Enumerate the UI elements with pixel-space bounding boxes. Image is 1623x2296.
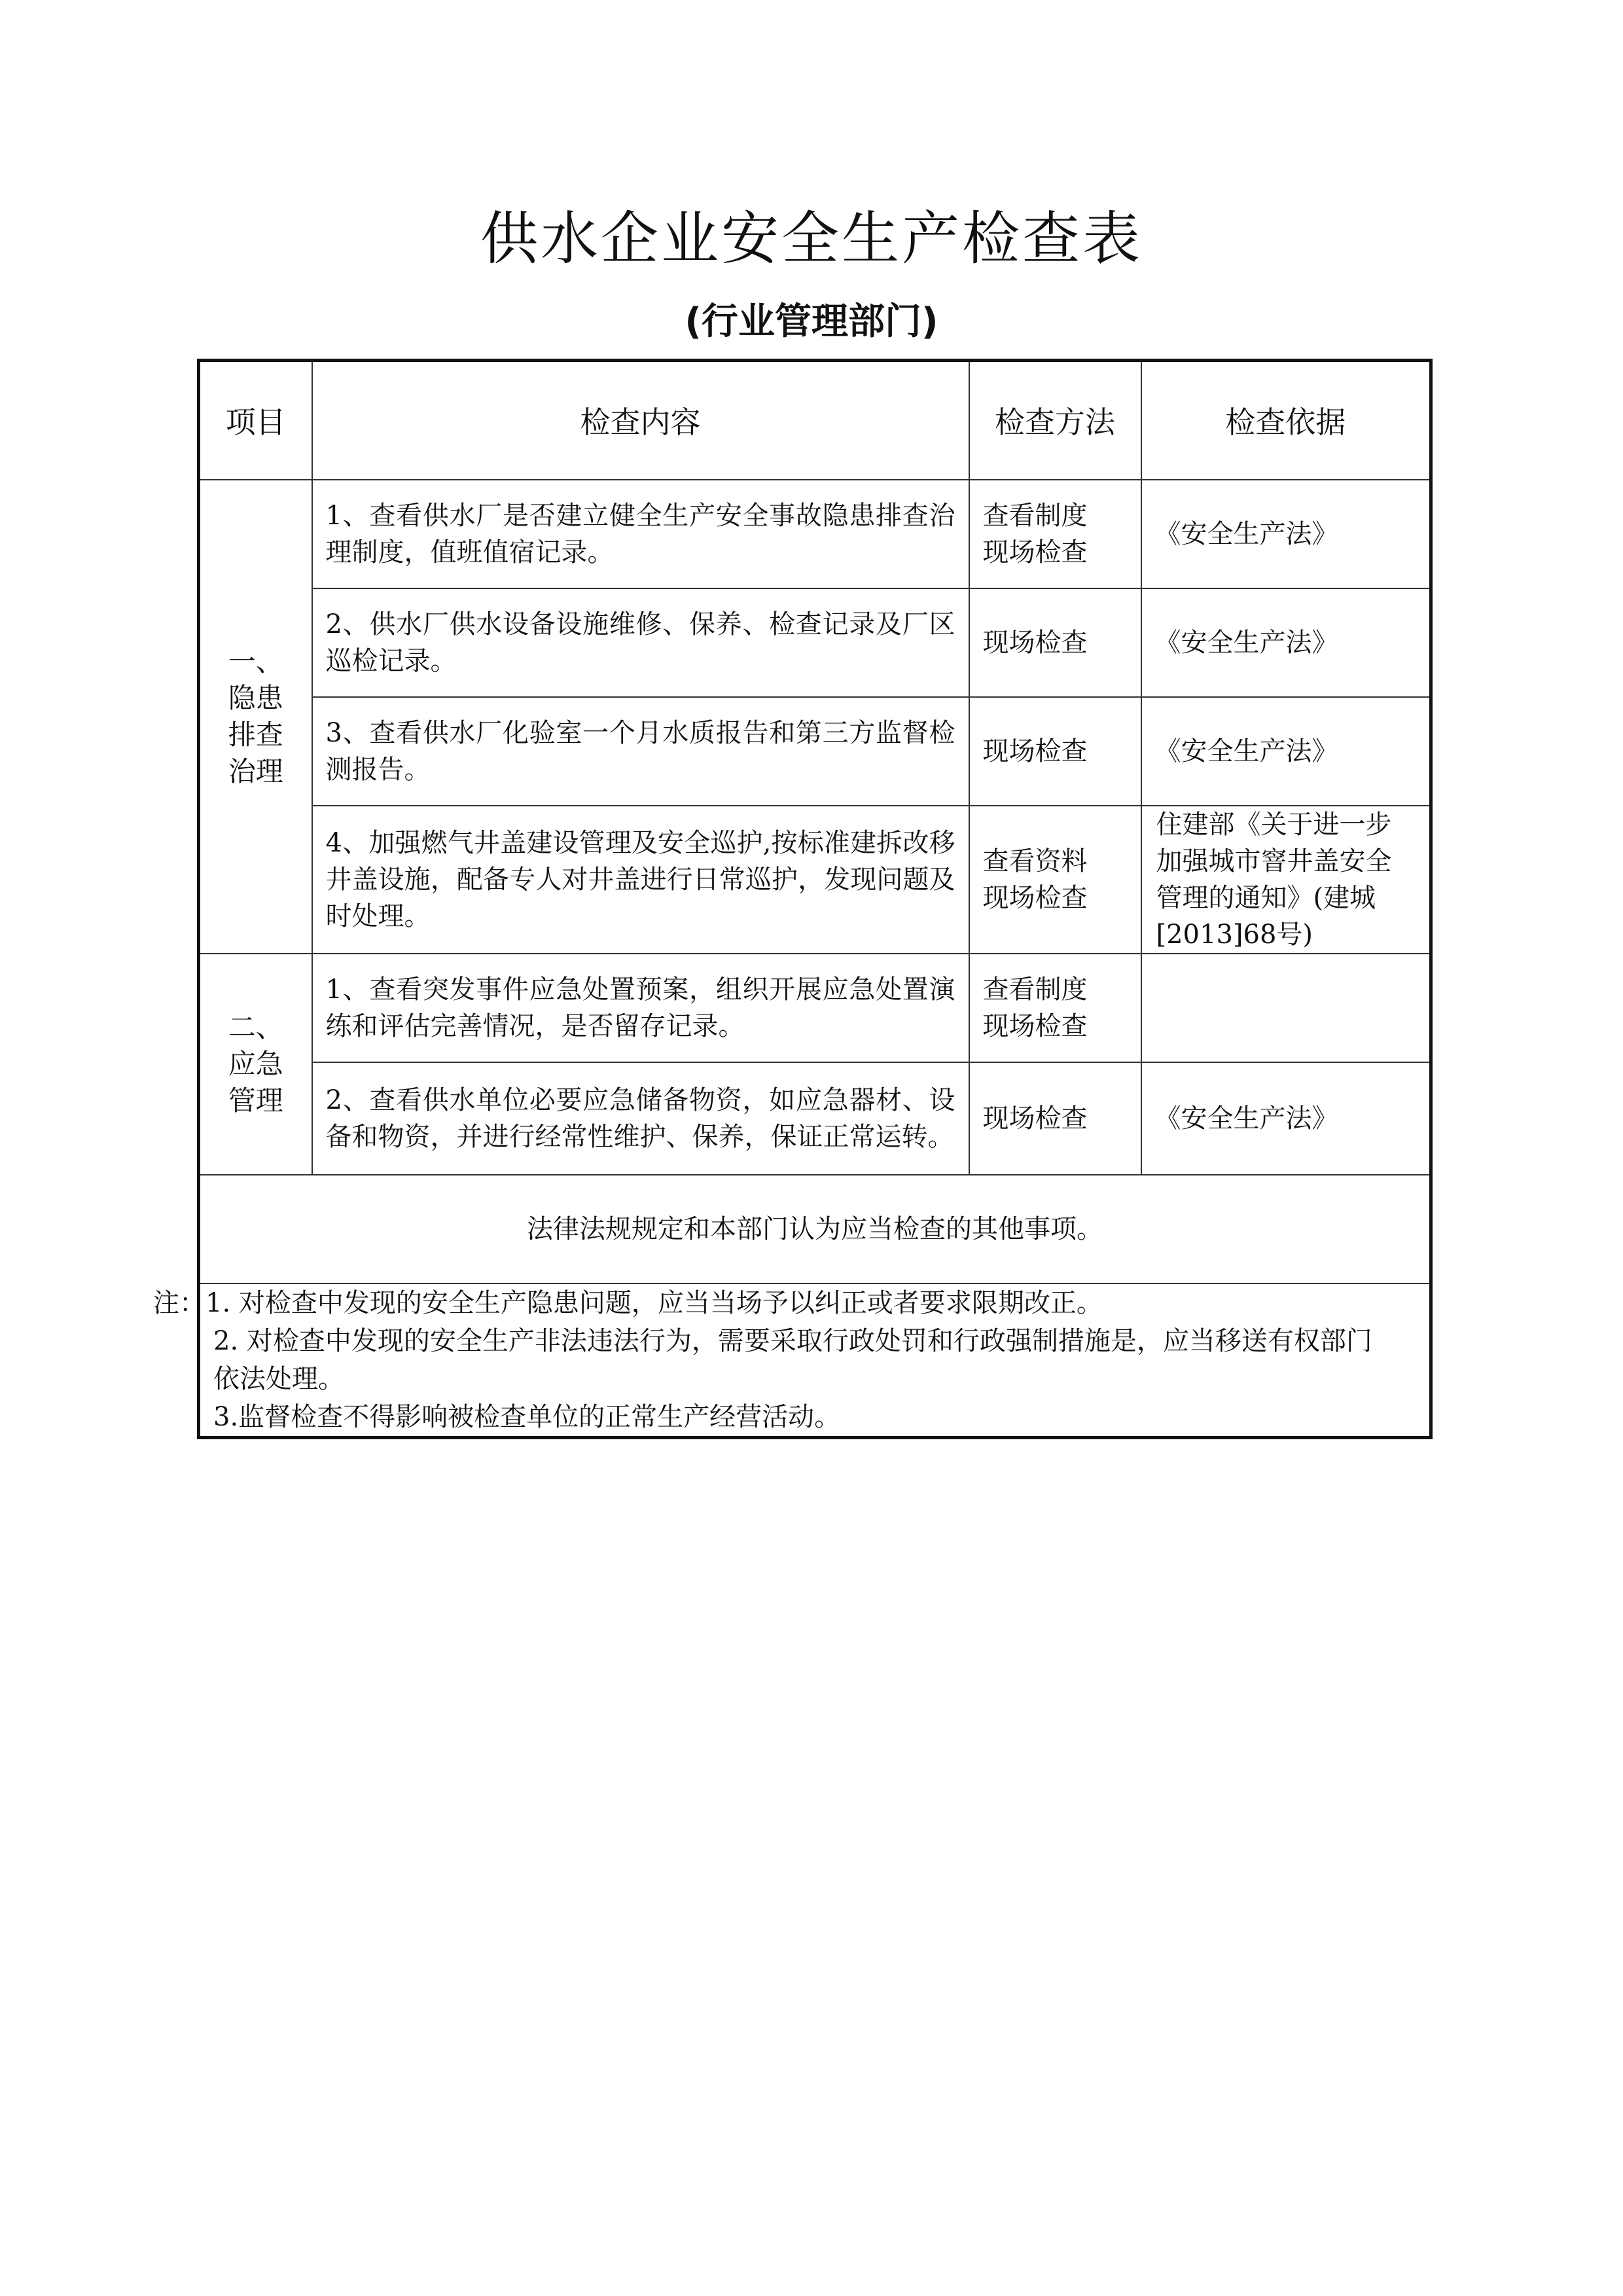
method-line: 现场检查	[982, 627, 1088, 658]
category-hazard-investigation	[199, 480, 312, 954]
table-row	[199, 480, 1431, 588]
category-line: 治理	[228, 755, 283, 787]
category-line: 管理	[228, 1084, 283, 1117]
check-content: 3、查看供水厂化验室一个月水质报告和第三方监督检测报告。	[312, 697, 969, 806]
category-line: 一、	[228, 645, 283, 677]
method-line: 现场检查	[982, 1103, 1088, 1134]
check-method	[969, 588, 1141, 697]
document-subtitle: (行业管理部门)	[685, 300, 938, 343]
method-line: 查看资料	[982, 846, 1088, 876]
check-method	[969, 697, 1141, 806]
category-line: 隐患	[228, 681, 283, 714]
category-line: 应急	[228, 1047, 283, 1080]
method-line: 现场检查	[982, 736, 1088, 766]
check-content: 4、加强燃气井盖建设管理及安全巡护,按标准建拆改移井盖设施，配备专人对井盖进行日常巡护，发现问题及时处理。	[312, 806, 969, 954]
header-row	[199, 361, 1431, 480]
check-basis: 《安全生产法》	[1141, 697, 1431, 806]
category-emergency-management	[199, 954, 312, 1175]
category-line: 排查	[228, 718, 283, 751]
check-method	[969, 954, 1141, 1062]
inspection-table	[153, 359, 1433, 1439]
table-row	[199, 697, 1431, 806]
check-method	[969, 480, 1141, 588]
check-content: 2、供水厂供水设备设施维修、保养、检查记录及厂区巡检记录。	[312, 588, 969, 697]
note-1: 注：1. 对检查中发现的安全生产隐患问题，应当当场予以纠正或者要求限期改正。	[153, 1287, 1103, 1318]
method-line: 现场检查	[982, 537, 1088, 567]
check-content: 1、查看供水厂是否建立健全生产安全事故隐患排查治理制度，值班值宿记录。	[312, 480, 969, 588]
table-row	[199, 806, 1431, 954]
notes	[153, 1283, 1431, 1438]
check-content: 2、查看供水单位必要应急储备物资，如应急器材、设备和物资，并进行经常性维护、保养，保证正常运转。	[312, 1062, 969, 1175]
check-basis: 《安全生产法》	[1141, 588, 1431, 697]
check-method	[969, 1062, 1141, 1175]
category-line: 二、	[228, 1011, 283, 1043]
check-basis	[1141, 954, 1431, 1062]
table-row	[199, 954, 1431, 1062]
check-method	[969, 806, 1141, 954]
check-basis: 《安全生产法》	[1141, 480, 1431, 588]
header-content: 检查内容	[312, 361, 969, 480]
table-row	[199, 588, 1431, 697]
other-items-row	[199, 1175, 1431, 1283]
method-line: 查看制度	[982, 500, 1088, 531]
note-3: 3.监督检查不得影响被检查单位的正常生产经营活动。	[213, 1401, 841, 1432]
header-method: 检查方法	[969, 361, 1141, 480]
method-line: 现场检查	[982, 1011, 1088, 1041]
method-line: 查看制度	[982, 974, 1088, 1005]
table-row	[199, 1062, 1431, 1175]
other-items: 法律法规规定和本部门认为应当检查的其他事项。	[199, 1175, 1431, 1283]
method-line: 现场检查	[982, 882, 1088, 913]
check-content: 1、查看突发事件应急处置预案，组织开展应急处置演练和评估完善情况，是否留存记录。	[312, 954, 969, 1062]
header-item: 项目	[199, 361, 312, 480]
note-2: 2. 对检查中发现的安全生产非法违法行为，需要采取行政处罚和行政强制措施是，应当移送有权部门依法处理。	[213, 1325, 1372, 1394]
header-basis: 检查依据	[1141, 361, 1431, 480]
notes-row	[199, 1283, 1431, 1438]
document-title: 供水企业安全生产检查表	[480, 205, 1143, 272]
check-basis: 《安全生产法》	[1141, 1062, 1431, 1175]
check-basis: 住建部《关于进一步加强城市窨井盖安全管理的通知》(建城[2013]68号)	[1141, 806, 1431, 954]
